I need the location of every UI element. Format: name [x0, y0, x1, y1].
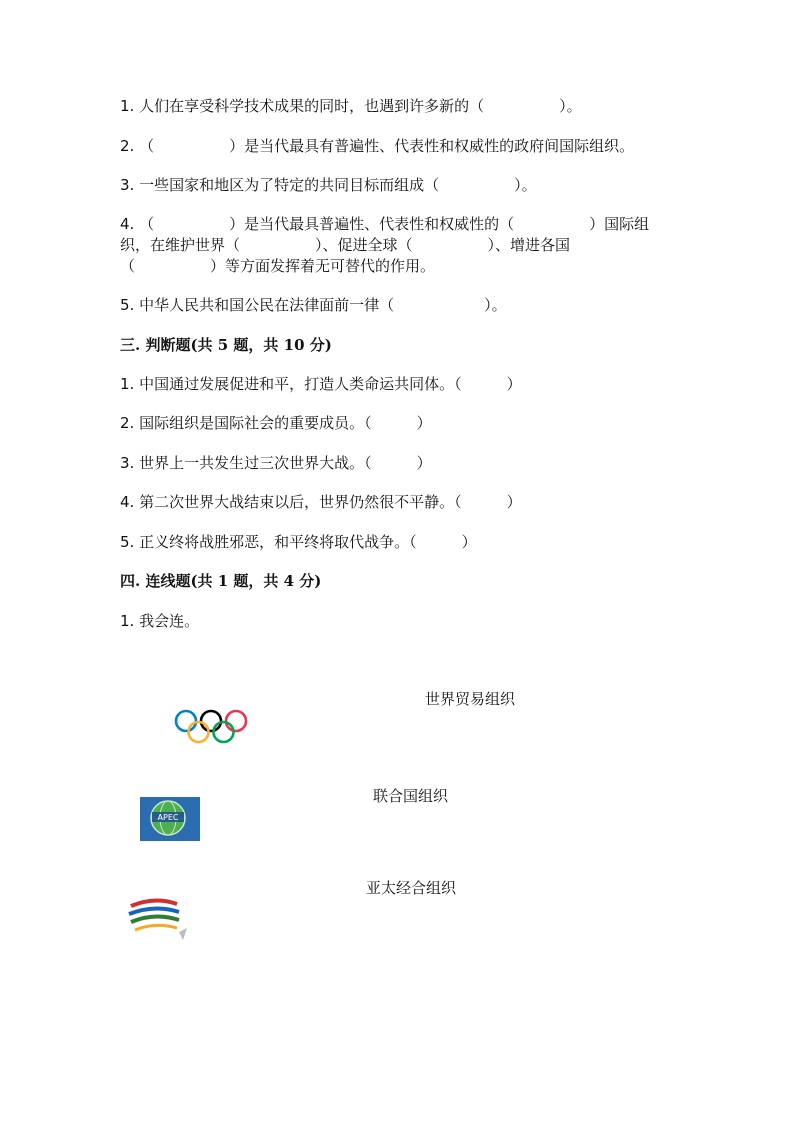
fill-in-q4-line1: 4. （ ）是当代最具普遍性、代表性和权威性的（ ）国际组	[120, 215, 650, 233]
apec-globe-icon	[140, 797, 200, 845]
apec-logo-text: APEC	[157, 813, 179, 822]
fill-in-q1: 1. 人们在享受科学技术成果的同时，也遇到许多新的（ ）。	[120, 97, 582, 115]
judge-q3: 3. 世界上一共发生过三次世界大战。（ ）	[120, 454, 432, 472]
matching-question: 1. 我会连。	[120, 612, 200, 630]
judge-q5: 5. 正义终将战胜邪恶，和平终将取代战争。（ ）	[120, 533, 477, 551]
olympic-rings-icon	[173, 708, 249, 750]
fill-in-q2: 2. （ ）是当代最具有普遍性、代表性和权威性的政府间国际组织。	[120, 137, 635, 155]
org-label-wto: 世界贸易组织	[425, 690, 516, 708]
fill-in-q5: 5. 中华人民共和国公民在法律面前一律（ ）。	[120, 296, 507, 314]
fill-in-q4-line2: 织，在维护世界（ ）、促进全球（ ）、增进各国	[120, 236, 571, 254]
fill-in-q4-line3: （ ）等方面发挥着无可替代的作用。	[120, 257, 436, 275]
section3-title: 三. 判断题(共 5 题，共 10 分)	[120, 336, 332, 354]
fill-in-q3: 3. 一些国家和地区为了特定的共同目标而组成（ ）。	[120, 176, 537, 194]
section4-title: 四. 连线题(共 1 题，共 4 分)	[120, 572, 322, 590]
org-label-un: 联合国组织	[373, 787, 449, 805]
wto-swirl-icon	[127, 892, 191, 948]
judge-q1: 1. 中国通过发展促进和平，打造人类命运共同体。（ ）	[120, 375, 522, 393]
org-label-apec: 亚太经合组织	[366, 879, 457, 897]
judge-q2: 2. 国际组织是国际社会的重要成员。（ ）	[120, 414, 432, 432]
judge-q4: 4. 第二次世界大战结束以后，世界仍然很不平静。（ ）	[120, 493, 522, 511]
